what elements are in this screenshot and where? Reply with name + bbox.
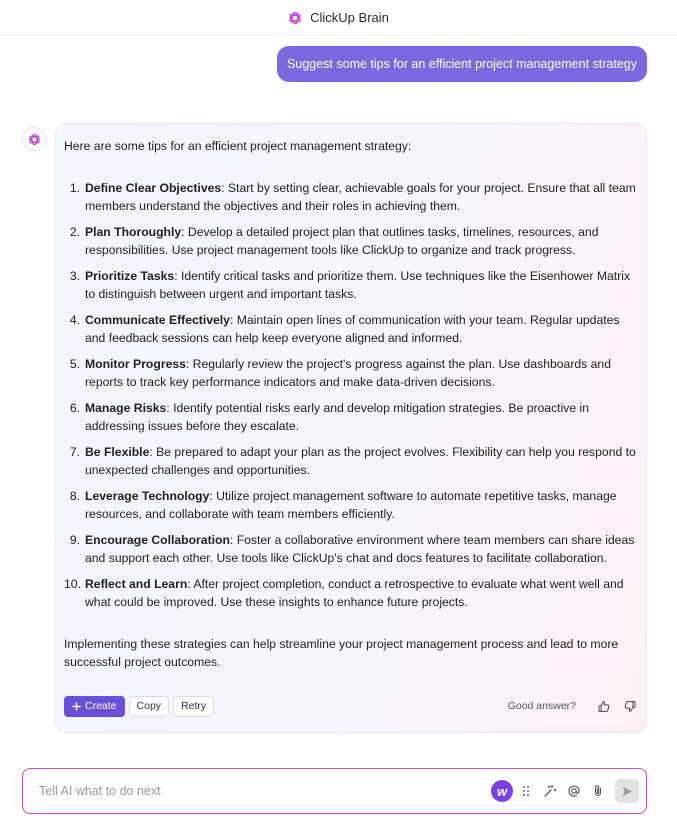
send-button[interactable] <box>615 779 639 803</box>
tip-title: Be Flexible <box>85 445 150 459</box>
copy-button[interactable]: Copy <box>129 696 170 717</box>
list-number: 10 . <box>64 575 80 593</box>
thumbs-up-icon[interactable] <box>595 698 611 714</box>
response-actions <box>64 695 638 717</box>
magic-wand-icon[interactable] <box>539 780 561 802</box>
list-item <box>64 531 638 567</box>
tip-title: Leverage Technology <box>85 489 210 503</box>
tip-text: : Develop a detailed project plan that outlines tasks, timelines, resources, and responsibilities. Use project management tools like ClickUp to organize and track progress. <box>85 225 599 257</box>
prompt-input[interactable] <box>39 784 491 798</box>
tip-title: Manage Risks <box>85 401 167 415</box>
page-title: ClickUp Brain <box>310 10 389 25</box>
create-button[interactable] <box>64 696 125 717</box>
tip-text: : Foster a collaborative environment where team members can share ideas and support each other. Use tools like ClickUp's chat and docs features to facilitate collaboration. <box>85 533 635 565</box>
create-button-label: Create <box>85 700 117 712</box>
list-number: 8 . <box>64 487 80 505</box>
tip-text: : Identify potential risks early and develop mitigation strategies. Be proactive in addressing issues before they escalate. <box>85 401 590 433</box>
list-number: 2 . <box>64 223 80 241</box>
plus-icon <box>72 702 81 711</box>
list-number: 6 . <box>64 399 80 417</box>
list-number: 1 . <box>64 179 80 197</box>
tip-text: : Maintain open lines of communication with your team. Regular updates and feedback sessions can help keep everyone aligned and informed. <box>85 313 620 345</box>
list-number: 3 . <box>64 267 80 285</box>
list-item <box>64 311 638 347</box>
list-number: 4 . <box>64 311 80 329</box>
tips-list <box>64 179 638 611</box>
ai-response-card <box>55 123 647 733</box>
list-item <box>64 355 638 391</box>
send-icon <box>621 785 634 798</box>
retry-button[interactable]: Retry <box>173 696 214 717</box>
tip-text: : After project completion, conduct a retrospective to evaluate what went well and what could be improved. Use these insights to enhance future projects. <box>85 577 624 609</box>
tip-text: : Be prepared to adapt your plan as the project evolves. Flexibility can help you respond to unexpected challenges and opportunities. <box>85 445 636 477</box>
tip-title: Prioritize Tasks <box>85 269 175 283</box>
tip-text: : Identify critical tasks and prioritize them. Use techniques like the Eisenhower Matrix to distinguish between urgent and important tasks. <box>85 269 631 301</box>
tip-title: Plan Thoroughly <box>85 225 182 239</box>
ai-avatar <box>22 127 46 151</box>
top-header <box>0 0 677 36</box>
tip-text: : Start by setting clear, achievable goals for your project. Ensure that all team members understand the objectives and their roles in achieving them. <box>85 181 636 213</box>
tip-title: Monitor Progress <box>85 357 186 371</box>
tip-text: : Utilize project management software to automate repetitive tasks, manage resources, and collaborate with team members efficiently. <box>85 489 617 521</box>
list-item <box>64 223 638 259</box>
tip-title: Communicate Effectively <box>85 313 230 327</box>
list-item <box>64 179 638 215</box>
list-number: 7 . <box>64 443 80 461</box>
response-intro: Here are some tips for an efficient project management strategy: <box>64 139 412 153</box>
list-item <box>64 575 638 611</box>
attach-icon[interactable] <box>587 780 609 802</box>
tip-text: : Regularly review the project's progress against the plan. Use dashboards and reports to track key performance indicators and make data-driven decisions. <box>85 357 611 389</box>
thumbs-down-icon[interactable] <box>622 698 638 714</box>
list-item <box>64 399 638 435</box>
user-message-bubble: Suggest some tips for an efficient project management strategy <box>277 46 647 82</box>
brain-assistant-button[interactable]: w <box>491 780 513 802</box>
tip-title: Define Clear Objectives <box>85 181 222 195</box>
clickup-brain-avatar-icon <box>28 133 41 146</box>
feedback-label: Good answer? <box>507 700 576 712</box>
list-number: 9 . <box>64 531 80 549</box>
list-item <box>64 443 638 479</box>
tip-title: Reflect and Learn <box>85 577 188 591</box>
drag-handle-icon[interactable] <box>515 780 537 802</box>
list-item <box>64 267 638 303</box>
list-number: 5 . <box>64 355 80 373</box>
mention-icon[interactable] <box>563 780 585 802</box>
response-outro: Implementing these strategies can help streamline your project management process and lead to more successful project outcomes. <box>64 637 619 669</box>
clickup-brain-logo-icon <box>288 11 302 25</box>
list-item <box>64 487 638 523</box>
tip-title: Encourage Collaboration <box>85 533 230 547</box>
composer <box>22 768 647 814</box>
